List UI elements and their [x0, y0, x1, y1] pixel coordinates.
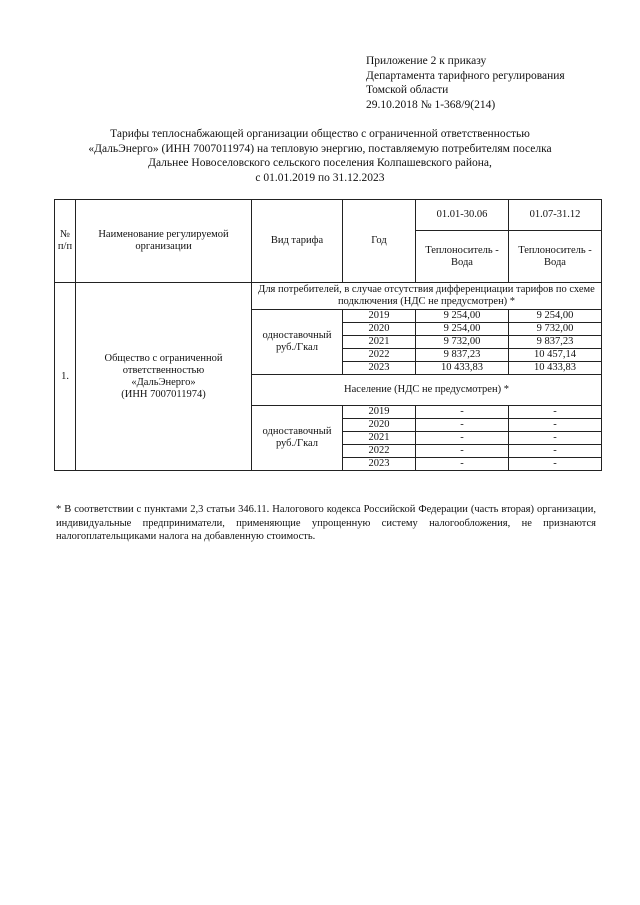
tariff-value: - [416, 445, 509, 458]
year-cell: 2023 [343, 458, 416, 471]
organization-name [76, 283, 252, 471]
tariff-value: - [416, 458, 509, 471]
tariff-value: - [416, 406, 509, 419]
tariff-value: 9 254,00 [416, 323, 509, 336]
section-heading: Для потребителей, в случае отсутствия дифференциации тарифов по схеме подключения (НДС не предусмотрен) * [252, 283, 602, 310]
tariff-value: 10 457,14 [509, 349, 602, 362]
header-num: № п/п [55, 200, 76, 283]
year-cell: 2023 [343, 362, 416, 375]
document-title [56, 127, 584, 185]
tariff-value: - [416, 432, 509, 445]
header-year: Год [343, 200, 416, 283]
header-period-1: 01.01-30.06 [416, 200, 509, 231]
tariff-value: - [509, 458, 602, 471]
header-organization: Наименование регулируемой организации [76, 200, 252, 283]
title-line: с 01.01.2019 по 31.12.2023 [255, 171, 385, 184]
tariff-type-cell: одноставочный руб./Гкал [252, 406, 343, 471]
tariff-value: 9 732,00 [416, 336, 509, 349]
appendix-line: Департамента тарифного регулирования [366, 69, 565, 82]
year-cell: 2022 [343, 349, 416, 362]
section-heading: Население (НДС не предусмотрен) * [252, 375, 602, 406]
tariff-value: 9 837,23 [416, 349, 509, 362]
header-period-2: 01.07-31.12 [509, 200, 602, 231]
tariff-value: - [416, 419, 509, 432]
appendix-line: Томской области [366, 84, 449, 97]
header-medium-2: Теплоноситель - Вода [509, 231, 602, 283]
year-cell: 2021 [343, 432, 416, 445]
year-cell: 2019 [343, 406, 416, 419]
appendix-line: Приложение 2 к приказу [366, 55, 487, 67]
organization-line: Общество с ограниченной [104, 352, 223, 364]
tariff-value: - [509, 445, 602, 458]
year-cell: 2019 [343, 310, 416, 323]
tariff-value: 9 837,23 [509, 336, 602, 349]
tariff-type-cell: одноставочный руб./Гкал [252, 310, 343, 375]
tariff-value: - [509, 406, 602, 419]
tariff-value: - [509, 432, 602, 445]
appendix-line: 29.10.2018 № 1-368/9(214) [366, 98, 496, 111]
tariff-value: - [509, 419, 602, 432]
tariff-value: 9 732,00 [509, 323, 602, 336]
year-cell: 2020 [343, 419, 416, 432]
tariff-value: 9 254,00 [509, 310, 602, 323]
header-tariff-type: Вид тарифа [252, 200, 343, 283]
appendix-header [366, 54, 565, 112]
row-number: 1. [55, 283, 76, 471]
header-medium-1: Теплоноситель - Вода [416, 231, 509, 283]
tariff-value: 10 433,83 [509, 362, 602, 375]
organization-line: ответственностью [122, 364, 205, 376]
tariff-value: 10 433,83 [416, 362, 509, 375]
footnote: * В соответствии с пунктами 2,3 статьи 346.11. Налогового кодекса Российской Федерации (часть вторая) организации, индивидуальные предприниматели, применяющие упрощенную систему налогообложения, не признаются налогоплательщиками налога на добавленную стоимость. [56, 504, 596, 543]
organization-line: «ДальЭнерго» [131, 376, 196, 388]
title-line: Тарифы теплоснабжающей организации общество с ограниченной ответственностью [110, 128, 530, 140]
header-row [55, 200, 602, 231]
year-cell: 2020 [343, 323, 416, 336]
year-cell: 2022 [343, 445, 416, 458]
title-line: Дальнее Новоселовского сельского поселения Колпашевского района, [148, 157, 492, 170]
tariff-table [54, 199, 602, 471]
year-cell: 2021 [343, 336, 416, 349]
organization-line: (ИНН 7007011974) [121, 388, 206, 400]
table-row [55, 283, 602, 310]
title-line: «ДальЭнерго» (ИНН 7007011974) на тепловую энергию, поставляемую потребителям поселка [88, 142, 552, 155]
tariff-value: 9 254,00 [416, 310, 509, 323]
